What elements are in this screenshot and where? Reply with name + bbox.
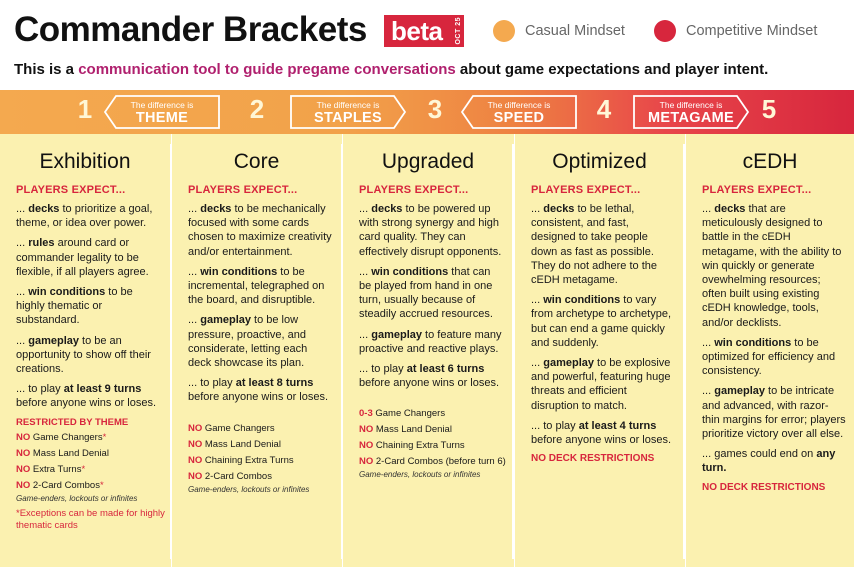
no-deck-restrictions: NO DECK RESTRICTIONS	[531, 453, 655, 465]
restriction-note: Game-enders, lockouts or infinites	[188, 484, 310, 494]
subtitle-highlight: communication tool to guide pregame conversations	[78, 61, 456, 78]
expectation-win-conditions	[359, 265, 513, 322]
restriction-text: Extra Turns	[30, 463, 82, 475]
text-pre: ... to play	[16, 383, 64, 396]
text-pre: ...	[188, 203, 201, 215]
text-post: to be optimized for efficiency and consistency.	[702, 336, 836, 378]
restriction-no: NO	[188, 470, 203, 482]
expectation-win-conditions	[188, 265, 341, 308]
bracket-column-optimized	[514, 134, 684, 567]
players-expect-heading: PLAYERS EXPECT...	[702, 184, 812, 196]
text-pre: ... games could end on	[702, 448, 817, 461]
text-post: to be explosive and powerful, featuring huge threats and efficient disruption to match.	[531, 357, 671, 412]
text-pre: ...	[359, 265, 372, 278]
restriction-no: NO	[16, 479, 31, 491]
text-bold: win conditions	[714, 336, 792, 349]
column-title: Core	[233, 150, 280, 173]
text-bold: decks	[714, 203, 746, 215]
text-bold: win conditions	[28, 286, 106, 299]
text-pre: ...	[702, 336, 715, 349]
text-bold: gameplay	[543, 357, 594, 370]
text-pre: ...	[16, 237, 29, 250]
column-divider	[683, 144, 685, 559]
expectation-decks	[702, 202, 854, 330]
legend-label-casual: Casual Mindset	[525, 23, 625, 39]
expectation-turns	[531, 419, 684, 447]
restriction-no: NO	[359, 456, 374, 468]
arrow-speed	[461, 95, 577, 129]
legend-competitive	[654, 20, 817, 42]
arrow-staples-label: STAPLES	[314, 110, 382, 126]
text-bold: gameplay	[200, 314, 251, 327]
arrow-metagame	[633, 95, 749, 129]
text-post: to be incremental, telegraphed on the board, and disruptible.	[188, 265, 325, 307]
text-bold: decks	[28, 203, 60, 215]
text-pre: ...	[359, 328, 372, 341]
column-title: Exhibition	[39, 150, 131, 173]
restriction-asterisk: *	[81, 463, 86, 475]
text-bold: gameplay	[714, 385, 765, 398]
arrow-staples-small: The difference is	[316, 100, 380, 110]
arrow-staples	[290, 95, 406, 129]
text-pre: ... to play	[188, 377, 236, 390]
bracket-number-4: 4	[596, 94, 612, 124]
text-pre: ...	[702, 203, 715, 215]
players-expect-heading: PLAYERS EXPECT...	[188, 184, 298, 196]
restriction-item	[188, 439, 341, 451]
text-pre: ...	[531, 294, 544, 307]
restriction-item	[16, 480, 170, 492]
text-post: before anyone wins or loses.	[188, 391, 329, 404]
text-pre: ... to play	[531, 419, 579, 432]
restriction-item	[359, 456, 513, 468]
arrow-theme	[104, 95, 220, 129]
text-bold: at least 4 turns	[578, 419, 657, 432]
players-expect-heading: PLAYERS EXPECT...	[16, 184, 126, 196]
subtitle-post: about game expectations and player intent.	[455, 61, 769, 78]
beta-date: OCT 25	[455, 17, 462, 45]
bracket-column-exhibition	[0, 134, 170, 567]
expectation-turns	[16, 382, 170, 410]
text-post: that are meticulously designed to battle in the cEDH metagame, with the ability to win quickly or generate ovewhelming resources; often built using existing cEDH knowledge, tools, and/or decklists.	[702, 203, 842, 329]
restriction-text: Game Changers	[372, 408, 446, 420]
text-pre: ... to play	[359, 363, 407, 376]
restriction-item	[16, 464, 170, 476]
bracket-band	[0, 90, 854, 134]
expectation-decks	[359, 202, 513, 259]
text-post: to be lethal, consistent, and fast, designed to take people down as fast as possible. They do not adhere to the cEDH metagame.	[531, 203, 657, 287]
text-pre: ...	[16, 203, 29, 215]
restriction-no: 0-3	[359, 408, 373, 420]
text-pre: ...	[531, 357, 544, 370]
text-bold: rules	[28, 237, 55, 250]
header	[0, 0, 854, 90]
text-bold: gameplay	[371, 328, 422, 341]
text-bold: at least 8 turns	[235, 377, 314, 390]
restriction-text: Chaining Extra Turns	[373, 440, 465, 452]
text-pre: ...	[16, 286, 29, 299]
arrow-theme-small: The difference is	[130, 100, 194, 110]
competitive-dot-icon	[654, 20, 676, 42]
text-post: that can be played from hand in one turn, usually because of steadily accrued resources.	[359, 265, 493, 321]
text-pre: ...	[531, 203, 544, 215]
expectation-turns	[359, 362, 513, 390]
restriction-text: 2-Card Combos	[30, 479, 100, 491]
text-bold: gameplay	[28, 334, 79, 347]
spacer	[359, 396, 513, 408]
text-post: before anyone wins or loses.	[359, 377, 500, 390]
expectation-gameplay	[531, 356, 684, 413]
text-pre: ...	[16, 334, 29, 347]
restriction-item	[16, 448, 170, 460]
restriction-no: NO	[359, 424, 374, 436]
text-bold: any turn.	[702, 448, 836, 475]
text-post: around card or commander legality to be flexible, if all players agree.	[16, 237, 149, 278]
restriction-text: Mass Land Denial	[373, 424, 452, 436]
text-pre: ...	[188, 314, 201, 327]
restriction-note: Game-enders, lockouts or infinites	[359, 470, 481, 480]
bracket-number-2: 2	[249, 94, 265, 124]
bracket-number-5: 5	[761, 94, 777, 124]
text-post: to be intricate and advanced, with razor-thin margins for error; players prioritize victory over all else.	[702, 385, 846, 441]
restriction-item	[16, 432, 170, 444]
text-post: before anyone wins or loses.	[531, 434, 672, 447]
text-pre: ...	[702, 385, 715, 398]
restriction-text: Mass Land Denial	[30, 447, 109, 459]
bracket-columns	[0, 134, 854, 567]
expectation-rules	[16, 236, 170, 279]
restriction-text: Game Changers	[202, 422, 275, 434]
bracket-number-3: 3	[427, 94, 443, 124]
column-title: cEDH	[742, 150, 798, 173]
restricted-by-theme-heading: RESTRICTED BY THEME	[16, 416, 129, 428]
legend-casual	[493, 20, 625, 42]
text-pre: ...	[359, 203, 372, 215]
expectation-turns	[188, 376, 341, 404]
text-post: before anyone wins or loses.	[16, 397, 157, 410]
restriction-item	[359, 424, 513, 436]
restriction-item	[359, 440, 513, 452]
text-bold: win conditions	[371, 265, 449, 278]
expectation-win-conditions	[16, 285, 170, 328]
restriction-text: 2-Card Combos	[202, 470, 272, 482]
players-expect-heading: PLAYERS EXPECT...	[359, 184, 469, 196]
subtitle-pre: This is a	[14, 61, 79, 78]
text-bold: at least 9 turns	[63, 383, 142, 396]
column-divider	[341, 144, 343, 559]
casual-dot-icon	[493, 20, 515, 42]
spacer	[188, 411, 341, 423]
restriction-no: NO	[188, 438, 203, 450]
restriction-item	[188, 455, 341, 467]
text-bold: at least 6 turns	[406, 363, 485, 376]
expectation-gameplay	[188, 313, 341, 370]
text-bold: decks	[371, 203, 403, 215]
players-expect-heading: PLAYERS EXPECT...	[531, 184, 641, 196]
text-pre: ...	[188, 265, 201, 278]
expectation-gameplay	[359, 328, 513, 356]
beta-label: beta	[391, 15, 443, 46]
bracket-number-1: 1	[77, 94, 93, 124]
restriction-text: 2-Card Combos (before turn 6)	[373, 456, 506, 468]
column-divider	[512, 144, 514, 559]
restriction-asterisk: *	[99, 479, 104, 491]
text-bold: decks	[200, 203, 232, 215]
arrow-metagame-small: The difference is	[659, 100, 723, 110]
text-post: to prioritize a goal, theme, or idea over power.	[16, 203, 153, 230]
arrow-speed-label: SPEED	[493, 110, 545, 126]
arrow-speed-small: The difference is	[487, 100, 551, 110]
text-post: to be highly thematic or substandard.	[16, 286, 133, 327]
subtitle	[14, 61, 768, 78]
expectation-decks	[16, 202, 170, 230]
arrow-metagame-label: METAGAME	[648, 110, 734, 126]
beta-badge	[384, 15, 464, 47]
expectation-gameplay	[702, 384, 854, 441]
restriction-no: NO	[16, 447, 31, 459]
text-post: to feature many proactive and reactive plays.	[359, 328, 502, 355]
bracket-column-core	[171, 134, 341, 567]
text-post: to be low pressure, proactive, and considerate, letting each deck showcase its plan.	[188, 314, 308, 370]
page-title: Commander Brackets	[14, 10, 367, 49]
restriction-no: NO	[188, 422, 203, 434]
expectation-gameplay	[16, 334, 170, 377]
column-divider	[170, 144, 172, 559]
restriction-item	[188, 471, 341, 483]
legend-label-competitive: Competitive Mindset	[686, 23, 818, 39]
arrow-theme-label: THEME	[135, 110, 189, 126]
exception-note: *Exceptions can be made for highly thematic cards	[16, 507, 165, 531]
column-title: Optimized	[552, 150, 647, 173]
restriction-no: NO	[16, 463, 31, 475]
expectation-win-conditions	[702, 336, 854, 379]
text-post: to be an opportunity to show off their creations.	[16, 334, 151, 376]
text-bold: win conditions	[543, 294, 621, 307]
expectation-decks	[531, 202, 684, 287]
text-bold: win conditions	[200, 265, 278, 278]
restriction-asterisk: *	[102, 431, 107, 443]
text-bold: decks	[543, 203, 575, 215]
expectation-win-conditions	[531, 293, 684, 350]
restriction-text: Mass Land Denial	[202, 438, 281, 450]
no-deck-restrictions: NO DECK RESTRICTIONS	[702, 481, 826, 493]
text-post: to be powered up with strong synergy and high card quality. They can effectively disrupt opponents.	[359, 203, 502, 258]
restriction-text: Game Changers	[30, 431, 103, 443]
column-title: Upgraded	[381, 150, 475, 173]
restriction-no: NO	[16, 431, 31, 443]
restriction-no: NO	[188, 454, 203, 466]
restriction-item	[188, 423, 341, 435]
text-post: to vary from archetype to archetype, but can end a game quickly and suddenly.	[531, 294, 672, 349]
restriction-no: NO	[359, 440, 374, 452]
bracket-column-cedh	[685, 134, 854, 567]
expectation-turns	[702, 447, 854, 475]
text-post: to be mechanically focused with some cards chosen to maximize creativity and/or entertainment.	[188, 203, 332, 258]
restriction-note: Game-enders, lockouts or infinites	[16, 493, 138, 503]
expectation-decks	[188, 202, 341, 259]
restriction-item	[359, 408, 513, 420]
bracket-column-upgraded	[342, 134, 513, 567]
restriction-text: Chaining Extra Turns	[202, 454, 294, 466]
